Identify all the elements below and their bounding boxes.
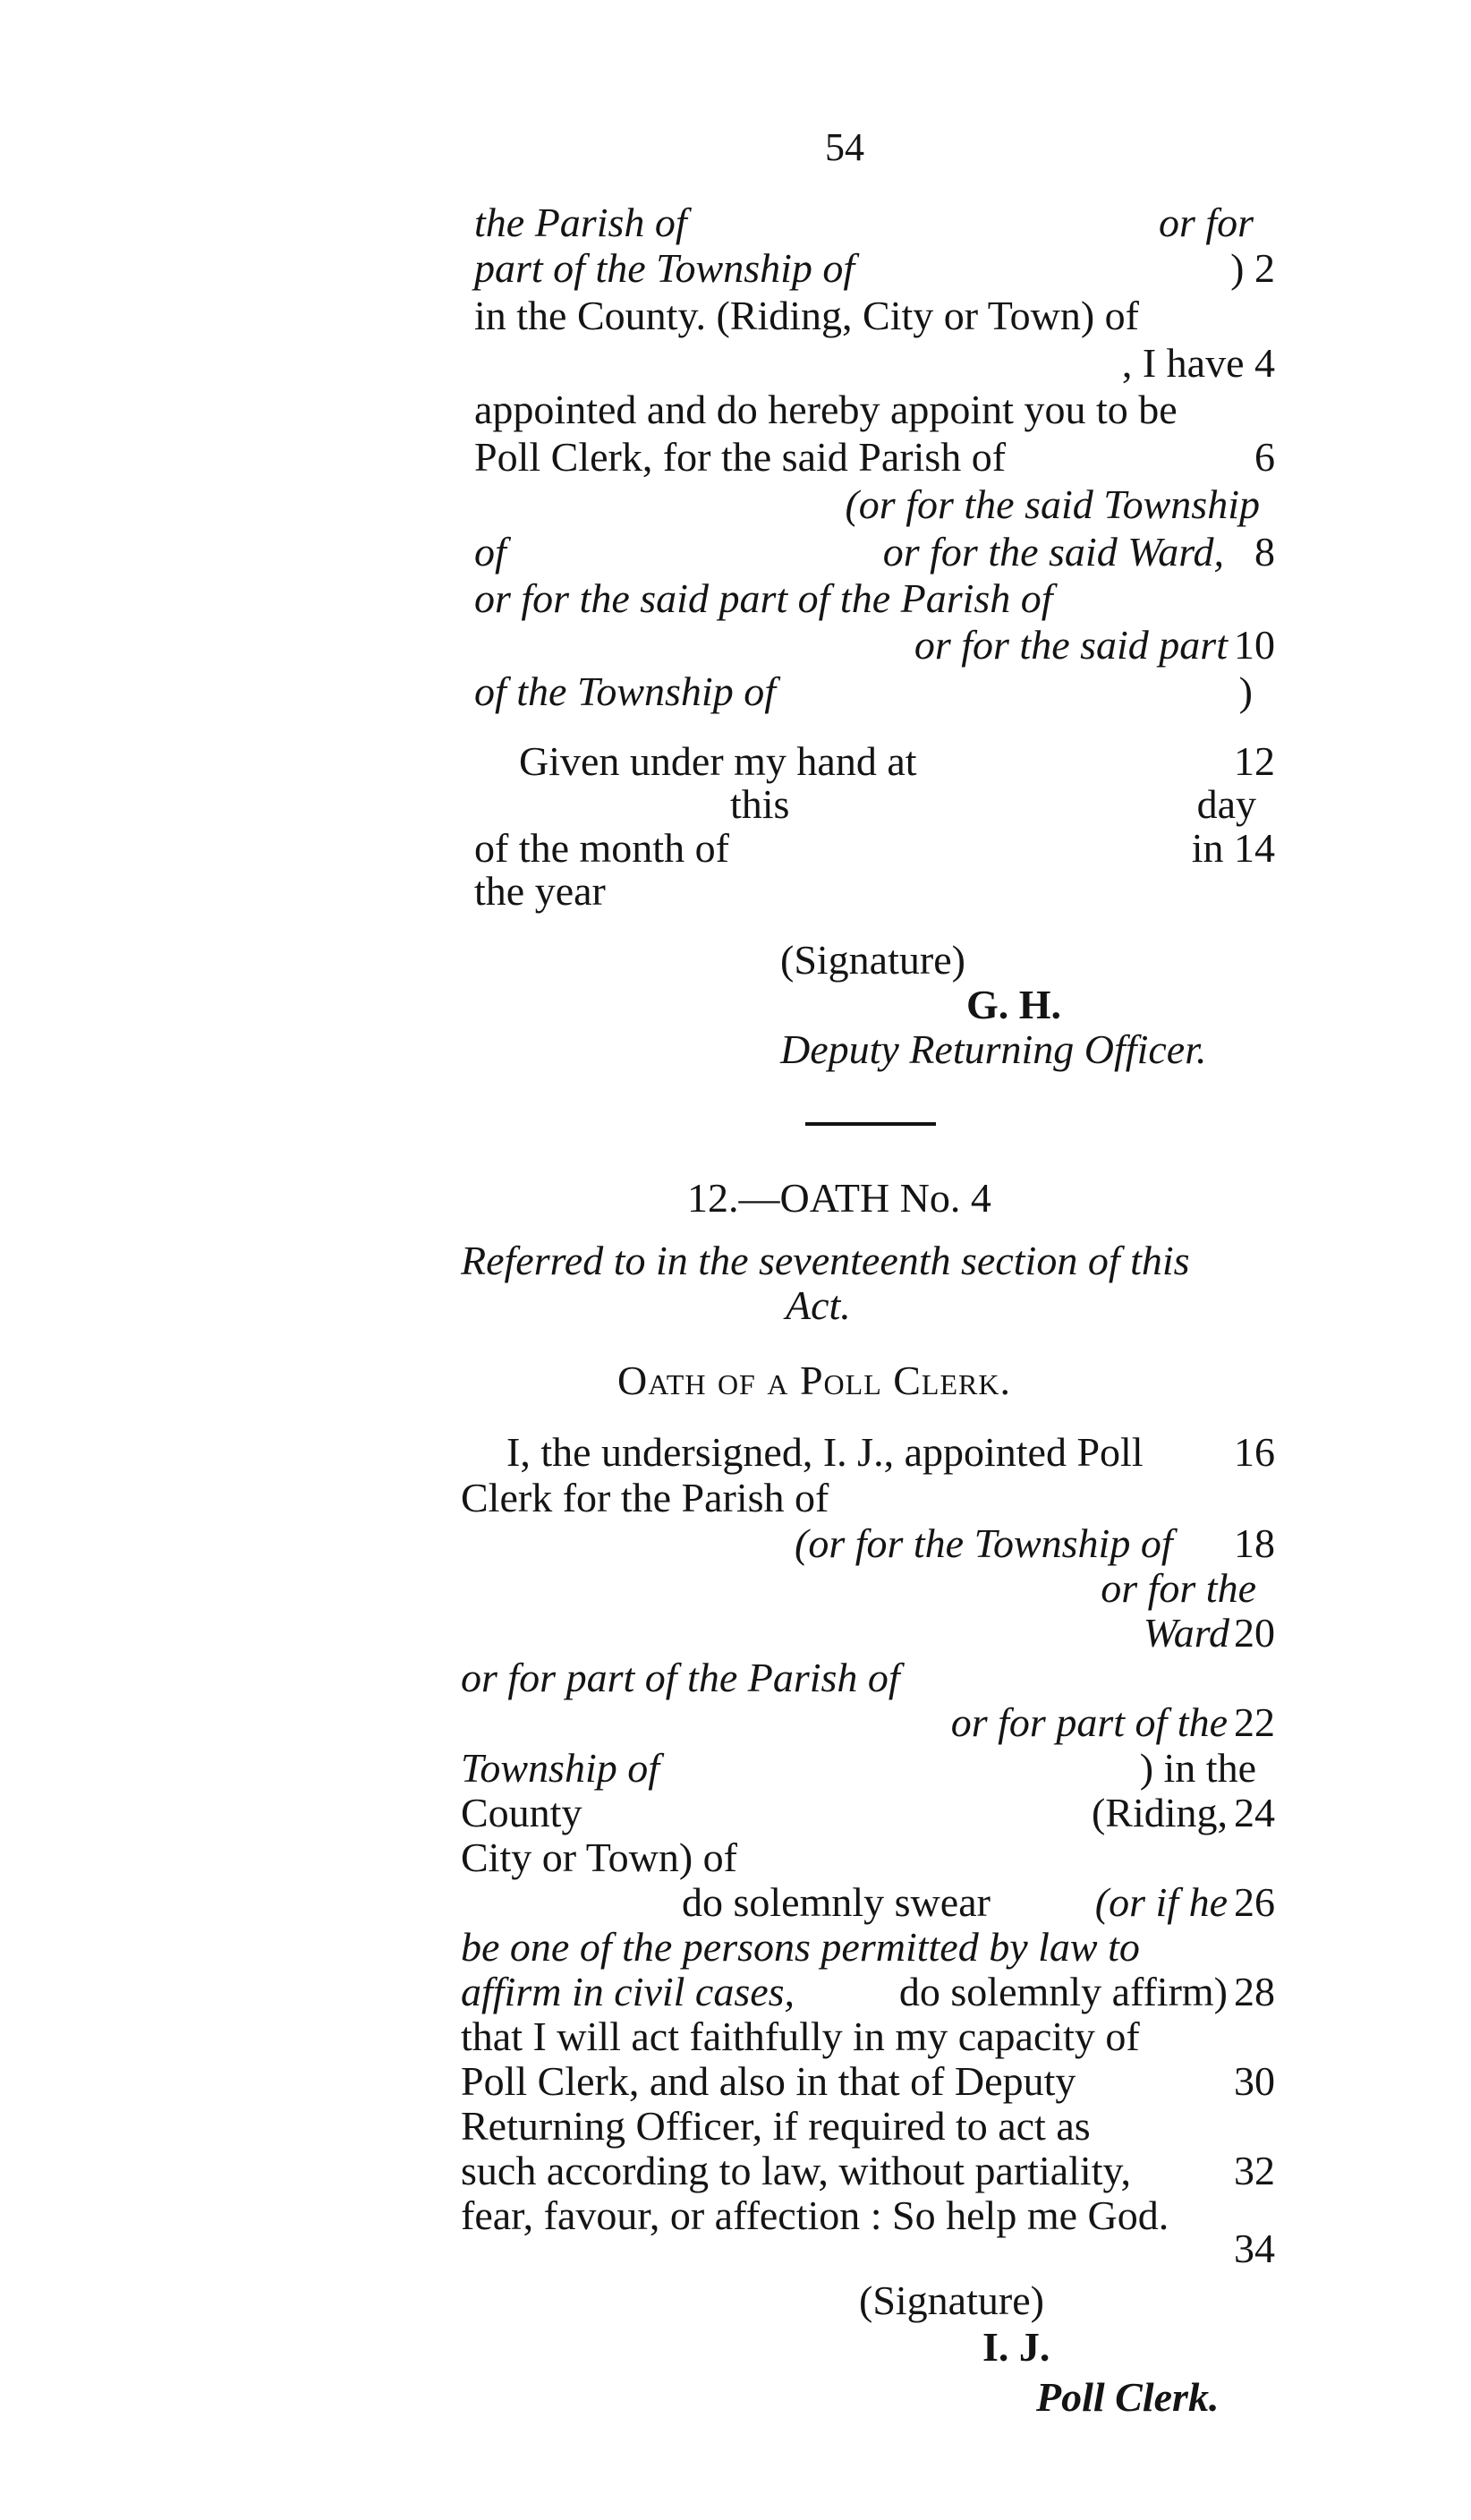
form-line: part of the Township of <box>474 245 855 291</box>
line-number: 22 <box>1234 1699 1275 1745</box>
oath-line: be one of the persons permitted by law to <box>461 1924 1140 1970</box>
oath-line: Returning Officer, if required to act as <box>461 2103 1091 2149</box>
line-number: ) 2 <box>1230 245 1275 291</box>
oath-subheading: Oath of a Poll Clerk. <box>617 1358 1011 1403</box>
oath-line: or for part of the <box>950 1699 1228 1745</box>
oath-line: ) in the <box>1139 1745 1256 1791</box>
line-number: 32 <box>1234 2148 1275 2193</box>
reference-line: Act. <box>786 1282 851 1328</box>
signature-label: (Signature) <box>859 2277 1044 2323</box>
line-number: 20 <box>1234 1610 1275 1656</box>
given-line: of the month of <box>474 825 729 871</box>
signer-title: Deputy Returning Officer. <box>780 1026 1207 1072</box>
oath-line: I, the undersigned, I. J., appointed Poll <box>506 1429 1144 1475</box>
form-line: of the Township of <box>474 668 776 714</box>
reference-line: Referred to in the seventeenth section of this <box>461 1238 1190 1283</box>
oath-line: (or for the Township of <box>795 1520 1173 1566</box>
given-line: the year <box>474 868 606 914</box>
form-line: of <box>474 529 506 575</box>
form-line: or for the said Ward, <box>882 529 1224 575</box>
oath-line: Poll Clerk, and also in that of Deputy <box>461 2058 1076 2104</box>
page-number: 54 <box>825 125 864 169</box>
oath-line: such according to law, without partiality, <box>461 2148 1132 2193</box>
oath-line: City or Town) of <box>461 1835 737 1880</box>
oath-line: (Riding, <box>1091 1790 1228 1835</box>
oath-line: County <box>461 1790 582 1835</box>
line-number: in 14 <box>1191 825 1275 871</box>
line-number: 18 <box>1234 1520 1275 1566</box>
oath-line: do solemnly swear <box>682 1879 991 1925</box>
signer-initials: I. J. <box>982 2324 1050 2370</box>
oath-line: Ward <box>1143 1610 1229 1656</box>
oath-line: fear, favour, or affection : So help me God. <box>461 2192 1169 2238</box>
signer-title: Poll Clerk. <box>1036 2374 1220 2420</box>
line-number: 34 <box>1234 2226 1275 2271</box>
signer-initials: G. H. <box>966 982 1062 1027</box>
form-line: ) <box>1238 668 1253 714</box>
line-number: 12 <box>1234 738 1275 784</box>
oath-line: (or if he <box>1094 1879 1228 1925</box>
oath-line: or for part of the Parish of <box>461 1655 900 1700</box>
oath-line: do solemnly affirm) <box>898 1969 1228 2014</box>
oath-line: Township of <box>461 1745 660 1791</box>
form-line: the Parish of <box>474 200 687 245</box>
form-line: Poll Clerk, for the said Parish of <box>474 434 1007 480</box>
line-number: 28 <box>1234 1969 1275 2014</box>
line-number: 16 <box>1234 1429 1275 1475</box>
line-number: 26 <box>1234 1879 1275 1925</box>
oath-line: affirm in civil cases, <box>461 1969 795 2014</box>
line-number: 24 <box>1234 1790 1275 1835</box>
line-number: 8 <box>1254 529 1275 575</box>
form-line: (or for the said Township <box>845 481 1260 527</box>
oath-heading: 12.—OATH No. 4 <box>687 1175 991 1221</box>
line-number: 6 <box>1254 434 1275 480</box>
given-line: Given under my hand at <box>519 738 917 784</box>
oath-line: Clerk for the Parish of <box>461 1475 829 1520</box>
form-line: appointed and do hereby appoint you to be <box>474 387 1178 432</box>
line-number: , I have 4 <box>1121 340 1275 386</box>
section-divider <box>805 1122 936 1126</box>
form-line: in the County. (Riding, City or Town) of <box>474 293 1139 338</box>
given-line: this <box>730 781 790 827</box>
given-line: day <box>1196 781 1256 827</box>
form-line: or for the said part <box>914 622 1228 668</box>
signature-label: (Signature) <box>780 937 965 983</box>
form-line: or for <box>1159 200 1254 245</box>
oath-line: that I will act faithfully in my capacity of <box>461 2013 1140 2059</box>
form-line: or for the said part of the Parish of <box>474 575 1053 621</box>
oath-line: or for the <box>1101 1565 1256 1611</box>
line-number: 10 <box>1234 622 1275 668</box>
line-number: 30 <box>1234 2058 1275 2104</box>
